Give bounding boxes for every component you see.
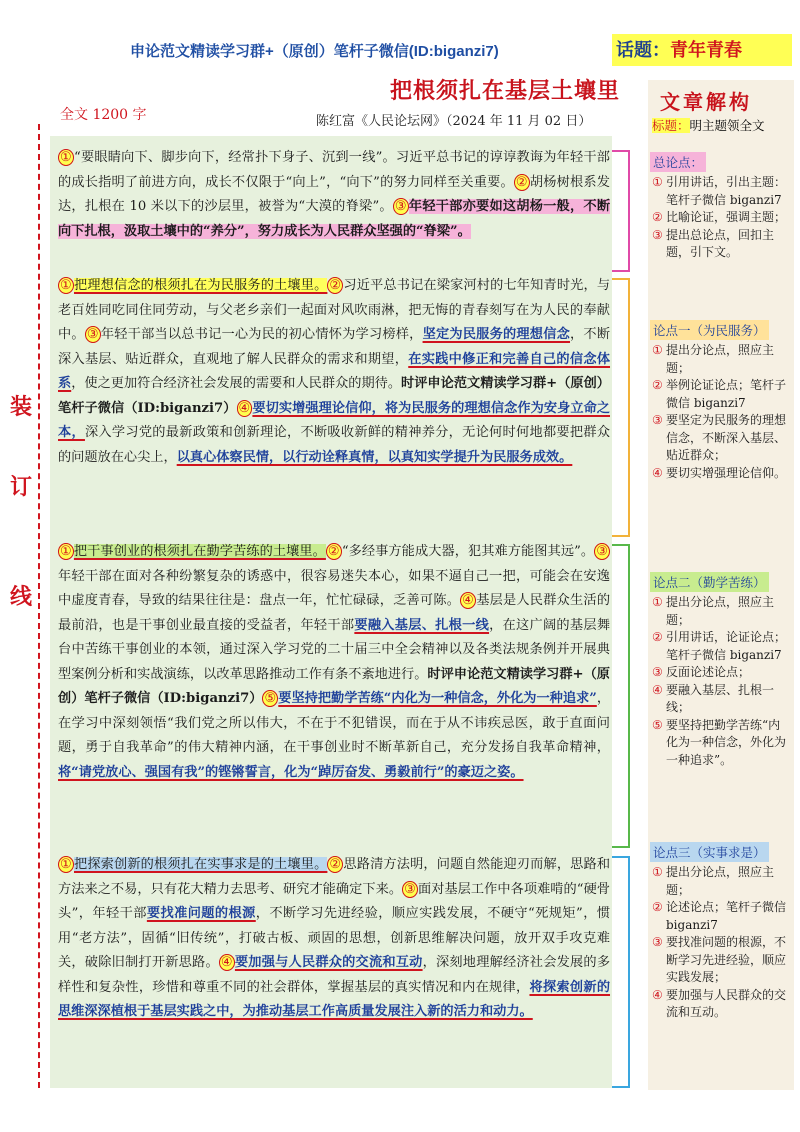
sidebar-item-number: ③ xyxy=(652,665,663,679)
point-number-marker: ② xyxy=(515,174,528,190)
sidebar-item-number: ④ xyxy=(652,465,663,480)
paragraph-3 xyxy=(58,540,610,785)
sidebar-item xyxy=(652,629,790,664)
sidebar-item-text: 比喻论证，强调主题； xyxy=(666,210,787,224)
bracket-point-2 xyxy=(612,544,630,848)
sidebar-item-text: 引用讲话，引出主题：笔杆子微信 biganzi7 xyxy=(666,175,787,207)
point-number-marker: ② xyxy=(329,278,342,293)
text-segment: 在实践中修正和完善自己的信念体系 xyxy=(58,351,611,391)
text-segment: 胡杨树根系发达，扎根在 10 米以下的沙层里，被誉为“大漠的脊梁”。 xyxy=(58,174,610,214)
sidebar-item-number: ① xyxy=(652,595,663,609)
sidebar-section-heading: 论点三（实事求是） xyxy=(650,842,769,862)
sidebar-item-text: 要融入基层、扎根一线； xyxy=(666,682,775,714)
text-segment: “多经事方能成大器，犯其难方能图其远”。 xyxy=(341,544,595,559)
paragraph-4 xyxy=(58,853,610,1025)
sidebar-item xyxy=(652,377,790,412)
sidebar-item xyxy=(652,209,790,227)
text-segment: 时评申论范文精读学习群+（原创）笔杆子微信（ID:biganzi7） xyxy=(58,666,610,706)
bracket-point-1 xyxy=(612,278,630,537)
point-number-marker: ④ xyxy=(238,400,251,416)
sidebar-item xyxy=(652,682,790,717)
text-segment: 思路清方法明，问题自然能迎刃而解，思路和方法来之不易，只有花大精力去思考、研究才能确定下来。 xyxy=(58,857,611,897)
text-segment: ，在这广阔的基层舞台中苦练干事创业的本领，通过深入学习党的二十届三中全会精神以及各类法规条例并开展典型案例分析和实战演练，以改革思路推动工作有条不紊地进行。 xyxy=(58,617,611,682)
sidebar-item xyxy=(652,934,790,987)
sidebar-item-text: 提出分论点，照应主题； xyxy=(666,343,775,375)
paragraph-2 xyxy=(58,274,610,470)
paragraph-1 xyxy=(58,146,610,244)
sidebar-item-number: ② xyxy=(652,210,663,224)
sidebar-section-items xyxy=(652,594,790,769)
point-number-marker: ③ xyxy=(394,199,407,214)
text-segment: 年轻干部在面对各种纷繁复杂的诱惑中，很容易迷失本心，如果不逼自己一把，可能会在安逸中虚度青春，导致的结果往往是：盘点一年，忙忙碌碌，乏善可陈。 xyxy=(58,568,610,608)
point-number-marker: ④ xyxy=(462,593,475,608)
sidebar-item-text: 举例论证论点；笔杆子微信 biganzi7 xyxy=(666,378,787,410)
binding-line xyxy=(38,124,40,1088)
sidebar-item-number: ② xyxy=(652,630,663,644)
text-segment: 要找准问题的根源 xyxy=(146,906,256,921)
topic-banner xyxy=(612,34,792,66)
text-segment: 把探索创新的根须扎在实事求是的土壤里。 xyxy=(73,857,328,872)
sidebar-item xyxy=(652,342,790,377)
margin-char-3: 线 xyxy=(10,584,33,610)
sidebar-item xyxy=(652,987,790,1022)
text-segment: 时评申论范文精读学习群+（原创）笔杆子微信（ID:biganzi7） xyxy=(58,376,610,416)
header-group-text: 申论范文精读学习群+（原创）笔杆子微信(ID:biganzi7) xyxy=(130,43,499,60)
sidebar-item-text: 提出分论点，照应主题； xyxy=(666,865,775,897)
text-segment: 要切实增强理论信仰，将为民服务的理想信念作为安身立命之本， xyxy=(58,400,610,440)
sidebar-item-number: ② xyxy=(652,378,663,392)
sidebar-item-number: ④ xyxy=(652,987,663,1002)
point-number-marker: ④ xyxy=(220,955,233,970)
sidebar-section-heading: 总论点： xyxy=(650,152,706,172)
sidebar-section-items xyxy=(652,342,790,482)
text-segment: 要加强与人民群众的交流和互动 xyxy=(234,955,423,970)
point-number-marker: ① xyxy=(60,544,72,559)
text-segment: ，不断深入基层、贴近群众，直观地了解人民群众的需求和期望， xyxy=(58,327,611,367)
title-desc: 明主题领全文 xyxy=(689,118,765,133)
point-number-marker: ① xyxy=(60,278,72,293)
sidebar-item xyxy=(652,664,790,682)
text-segment: 把干事创业的根须扎在勤学苦练的土壤里。 xyxy=(73,544,326,559)
sidebar-item-text: 要坚定为民服务的理想信念，不断深入基层、贴近群众； xyxy=(666,413,787,462)
sidebar-item-number: ① xyxy=(652,343,663,357)
sidebar-item-text: 要切实增强理论信仰。 xyxy=(666,465,787,480)
sidebar-section-items xyxy=(652,174,790,262)
article-title: 把根须扎在基层土壤里 xyxy=(390,78,621,104)
point-number-marker: ① xyxy=(60,150,73,165)
sidebar-section-heading: 论点一（为民服务） xyxy=(650,320,769,340)
text-segment: 将“请党放心、强国有我”的铿锵誓言，化为“踔厉奋发、勇毅前行”的豪迈之姿。 xyxy=(58,764,524,780)
sidebar-item xyxy=(652,227,790,262)
sidebar-item xyxy=(652,717,790,770)
article-source: 陈红富《人民论坛网》（2024 年 11 月 02 日） xyxy=(316,114,592,129)
sidebar-item-number: ③ xyxy=(652,227,663,242)
sidebar-item xyxy=(652,594,790,629)
text-segment: 年轻干部亦要如这胡杨一般，不断向下扎根，汲取土壤中的“养分”，努力成长为人民群众坚强的“脊梁”。 xyxy=(58,199,611,239)
text-segment: 把理想信念的根须扎在为民服务的土壤里。 xyxy=(73,278,328,293)
point-number-marker: ③ xyxy=(596,544,609,559)
point-number-marker: ② xyxy=(327,544,340,559)
sidebar-item-number: ① xyxy=(652,175,663,189)
sidebar-section-items xyxy=(652,864,790,1022)
text-segment: 年轻干部当以总书记一心为民的初心情怀为学习榜样， xyxy=(100,327,423,342)
text-segment: “要眼睛向下、脚步向下，经常扑下身子、沉到一线”。习近平总书记的谆谆教诲为年轻干部的成长指明了前进方向，成长不仅限于“向上”，“向下”的努力同样至关重要。 xyxy=(58,150,610,190)
sidebar-section-heading: 论点二（勤学苦练） xyxy=(650,572,769,592)
text-segment: ，使之更加符合经济社会发展的需要和人民群众的期待。 xyxy=(71,376,402,391)
text-segment: 将探索创新的思维深深植根于基层实践之中，为推动基层工作高质量发展注入新的活力和动力。 xyxy=(58,979,611,1019)
sidebar-title-note xyxy=(652,116,765,134)
sidebar-item-number: ② xyxy=(652,900,663,914)
bracket-intro xyxy=(612,150,630,272)
sidebar-item-number: ③ xyxy=(652,935,663,949)
sidebar-item-text: 引用讲话，论证论点；笔杆子微信 biganzi7 xyxy=(666,630,787,662)
text-segment: 基层是人民群众生活的最前沿，也是干事创业最直接的受益者，年轻干部 xyxy=(58,593,611,633)
sidebar-item-number: ③ xyxy=(652,413,663,427)
text-segment: 深入学习党的最新政策和创新理论，不断吸收新鲜的精神养分，无论何时何地都要把群众的问题放在心尖上， xyxy=(58,425,611,465)
text-segment: ，不断学习先进经验，顺应实践发展，不硬守“死规矩”，惯用“老方法”，固循“旧传统”，打破古板、顽固的思想，创新思维解决问题，放开双手攻克难关，破除旧制打开新思路。 xyxy=(58,906,611,970)
topic-value: 青年青春 xyxy=(670,40,742,60)
text-segment: 以真心体察民情，以行动诠释真情，以真知实学提升为民服务成效。 xyxy=(176,449,573,465)
sidebar-item-text: 提出总论点，回扣主题，引下文。 xyxy=(666,227,775,259)
point-number-marker: ③ xyxy=(404,881,416,897)
sidebar-item-number: ④ xyxy=(652,682,663,697)
sidebar-item-text: 反面论述论点； xyxy=(666,665,751,679)
bracket-point-3 xyxy=(612,856,630,1088)
word-count: 全文 1200 字 xyxy=(60,107,147,123)
text-segment: 要坚持把勤学苦练“内化为一种信念，外化为一种追求” xyxy=(278,691,597,706)
text-segment: 习近平总书记在梁家河村的七年知青时光，与老百姓同吃同住同劳动，与父老乡亲们一起面对风吹雨淋，把无悔的青春刻写在为人民的奉献中。 xyxy=(58,278,611,342)
sidebar-item-text: 论述论点；笔杆子微信 biganzi7 xyxy=(666,900,787,932)
margin-char-2: 订 xyxy=(10,474,33,500)
text-segment: 坚定为民服务的理想信念 xyxy=(422,327,571,342)
sidebar-item-text: 要找准问题的根源，不断学习先进经验，顺应实践发展； xyxy=(666,935,787,984)
sidebar-item xyxy=(652,412,790,465)
sidebar-item xyxy=(652,174,790,209)
sidebar-item-number: ⑤ xyxy=(652,717,663,732)
title-tag: 标题： xyxy=(652,118,690,133)
sidebar-item xyxy=(652,899,790,934)
sidebar-item-number: ① xyxy=(652,865,663,879)
text-segment: ，在学习中深刻领悟“我们党之所以伟大，不在于不犯错误，而在于从不讳疾忌医，敢于直面问题，勇于自我革命”的伟大精神内涵，在干事创业时不断革新自己，充分发扬自我革命精神， xyxy=(58,691,611,755)
point-number-marker: ⑤ xyxy=(264,691,277,706)
sidebar-item-text: 提出分论点，照应主题； xyxy=(666,595,775,627)
sidebar-item-text: 要坚持把勤学苦练“内化为一种信念，外化为一种追求”。 xyxy=(666,717,787,767)
point-number-marker: ③ xyxy=(86,327,99,342)
margin-char-1: 装 xyxy=(10,394,33,420)
point-number-marker: ② xyxy=(329,857,342,872)
sidebar-item xyxy=(652,465,790,483)
text-segment: ，深刻地理解经济社会发展的多样性和复杂性，珍惜和尊重不同的社会群体，掌握基层的真实情况和内在规律， xyxy=(58,955,611,995)
sidebar-item xyxy=(652,864,790,899)
point-number-marker: ① xyxy=(60,857,72,872)
text-segment: 面对基层工作中各项难啃的“硬骨头”，年轻干部 xyxy=(58,881,610,921)
topic-label: 话题： xyxy=(616,40,670,60)
text-segment: 要融入基层、扎根一线 xyxy=(354,617,490,633)
sidebar-title: 文章解构 xyxy=(660,90,752,114)
sidebar-item-text: 要加强与人民群众的交流和互动。 xyxy=(666,987,787,1019)
